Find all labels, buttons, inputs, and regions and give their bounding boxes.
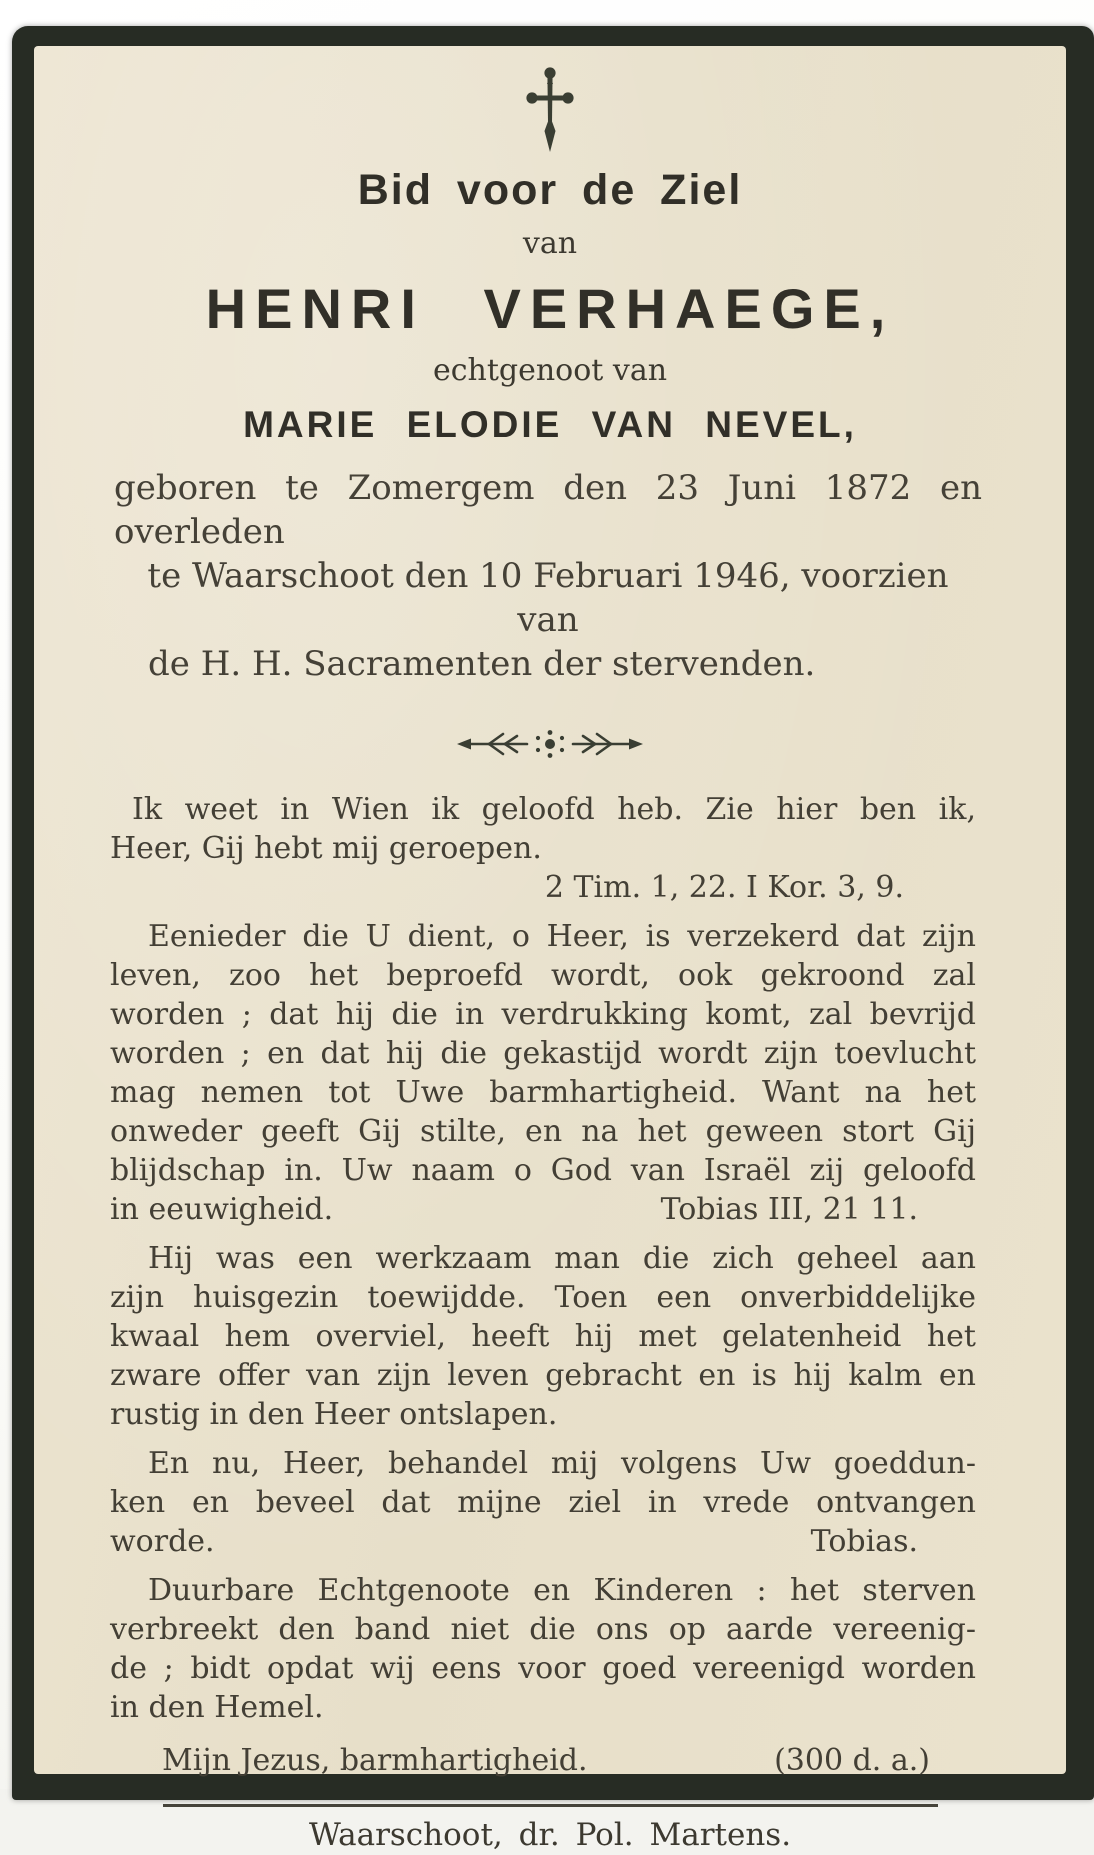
eulogy-paragraph bbox=[110, 1239, 976, 1434]
passage-line: Eenieder die U dient, o Heer, is verzekerd dat zijn bbox=[148, 919, 976, 954]
memorial-card-frame bbox=[12, 26, 1094, 1853]
prayer-line: En nu, Heer, behandel mij volgens Uw goeddun- bbox=[148, 1446, 976, 1481]
divider-ornament-icon bbox=[34, 726, 1066, 766]
prayer-last-line: worde. bbox=[110, 1524, 215, 1559]
farewell-line: verbreekt den band niet die ons op aarde vereenig- bbox=[110, 1612, 976, 1647]
cross-icon bbox=[34, 64, 1066, 160]
passage-line: leven, zoo het beproefd wordt, ook gekroond zal bbox=[110, 958, 976, 993]
card-body bbox=[34, 790, 1066, 1780]
eulogy-last-line: rustig in den Heer ontslapen. bbox=[110, 1397, 558, 1432]
farewell-line: de ; bidt opdat wij eens voor goed vereenigd worden bbox=[110, 1651, 976, 1686]
passage-line: worden ; dat hij die in verdrukking komt, zal bevrijd bbox=[110, 997, 976, 1032]
vital-dates-line: te Waarschoot den 10 Februari 1946, voorzien van bbox=[147, 556, 949, 640]
deceased-name: HENRI VERHAEGE, bbox=[205, 277, 895, 340]
quote-line: Ik weet in Wien ik geloofd heb. Zie hier ben ik, bbox=[132, 792, 976, 827]
eulogy-line: zware offer van zijn leven gebracht en is hij kalm en bbox=[110, 1358, 976, 1393]
indulgence-note: (300 d. a.) bbox=[774, 1743, 930, 1778]
passage-last-line: in eeuwigheid. bbox=[110, 1192, 334, 1227]
eulogy-line: zijn huisgezin toewijdde. Toen een onverbiddelijke bbox=[110, 1280, 976, 1315]
footer-divider bbox=[163, 1804, 938, 1807]
printer-credit: Waarschoot, dr. Pol. Martens. bbox=[308, 1817, 792, 1853]
tobias-passage bbox=[110, 917, 976, 1229]
invocation-text: Mijn Jezus, barmhartigheid. bbox=[162, 1743, 588, 1778]
prayer-line: ken en beveel dat mijne ziel in vrede ontvangen bbox=[110, 1485, 976, 1520]
card-title: Bid voor de Ziel bbox=[357, 166, 743, 214]
quote-line: Heer, Gij hebt mij geroepen. bbox=[110, 831, 542, 866]
farewell-line: Duurbare Echtgenoote en Kinderen : het sterven bbox=[148, 1573, 976, 1608]
vital-dates-line: geboren te Zomergem den 23 Juni 1872 en overleden bbox=[114, 468, 982, 552]
memorial-card-paper bbox=[34, 46, 1066, 1853]
vital-dates bbox=[34, 466, 1066, 686]
invocation-row bbox=[110, 1741, 976, 1780]
of-label: van bbox=[522, 226, 578, 261]
farewell-paragraph bbox=[110, 1571, 976, 1727]
passage-line: mag nemen tot Uwe barmhartigheid. Want na het bbox=[110, 1075, 976, 1110]
scripture-quote bbox=[110, 790, 976, 907]
vital-dates-line: de H. H. Sacramenten der stervenden. bbox=[148, 644, 816, 684]
spouse-intro: echtgenoot van bbox=[432, 353, 668, 388]
eulogy-line: Hij was een werkzaam man die zich geheel aan bbox=[148, 1241, 976, 1276]
prayer-paragraph bbox=[110, 1444, 976, 1561]
passage-line: onweder geeft Gij stilte, en na het geween stort Gij bbox=[110, 1114, 976, 1149]
farewell-last-line: in den Hemel. bbox=[110, 1690, 324, 1725]
passage-line: worden ; en dat hij die gekastijd wordt zijn toevlucht bbox=[110, 1036, 976, 1071]
passage-line: blijdschap in. Uw naam o God van Israël zij geloofd bbox=[110, 1153, 976, 1188]
prayer-citation: Tobias. bbox=[810, 1524, 918, 1559]
scripture-citation: 2 Tim. 1, 22. I Kor. 3, 9. bbox=[544, 870, 904, 905]
passage-citation: Tobias III, 21 11. bbox=[660, 1192, 918, 1227]
eulogy-line: kwaal hem overviel, heeft hij met gelatenheid het bbox=[110, 1319, 976, 1354]
spouse-name: MARIE ELODIE VAN NEVEL, bbox=[243, 404, 857, 445]
